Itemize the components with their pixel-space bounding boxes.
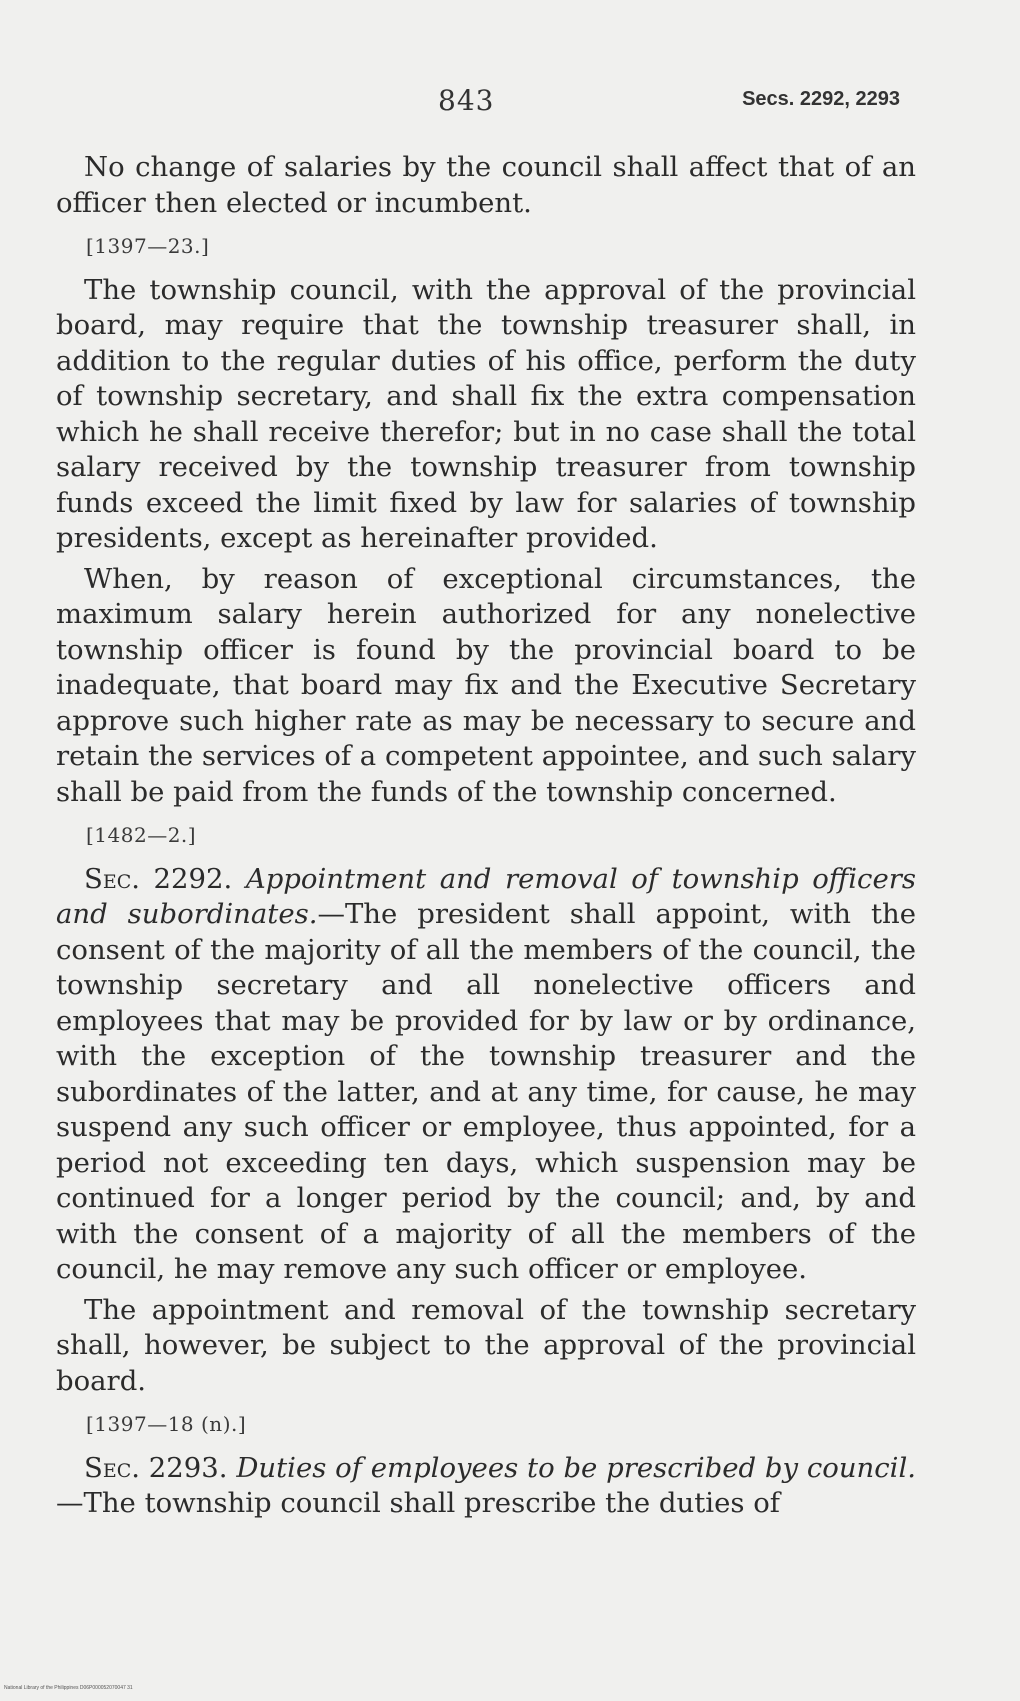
section-body: —The township council shall prescribe the duties of	[56, 1487, 780, 1519]
section-label: Sec. 2292.	[84, 862, 233, 895]
page-number: 843	[438, 84, 495, 117]
section-label: Sec. 2293.	[84, 1451, 228, 1484]
section-heading: Appointment and removal of township officers and subordinates.	[56, 862, 916, 930]
citation: [1397—18 (n).]	[86, 1412, 247, 1436]
page-header	[0, 82, 1020, 122]
paragraph-secretary-approval: The appointment and removal of the township secretary shall, however, be subject to the approval of the provincial board.	[56, 1293, 916, 1397]
section-heading: Duties of employees to be prescribed by council.	[236, 1451, 916, 1484]
section-reference: Secs. 2292, 2293	[742, 88, 900, 110]
citation: [1397—23.]	[86, 234, 210, 258]
citation: [1482—2.]	[86, 823, 197, 847]
body-text	[56, 150, 916, 1527]
paragraph-exceptional-circumstances: When, by reason of exceptional circumstances, the maximum salary herein authorized for any nonelective township officer is found by the provincial board to be inadequate, that board may fix and the Executive Secretary approve such higher rate as may be necessary to secure and retain the services of a competent appointee, and such salary shall be paid from the funds of the township concerned.	[56, 562, 916, 808]
paragraph-salary-change: No change of salaries by the council shall affect that of an officer then elected or incumbent.	[56, 151, 916, 219]
paragraph-treasurer-secretary: The township council, with the approval of the provincial board, may require that the township treasurer shall, in addition to the regular duties of his office, perform the duty of township secretary, and shall fix the extra compensation which he shall receive therefor; but in no case shall the total salary received by the township treasurer from township funds exceed the limit fixed by law for salaries of township presidents, except as hereinafter provided.	[56, 273, 916, 554]
scan-footer: National Library of the Philippines D06P000052070047 31	[4, 1685, 133, 1691]
section-2293	[56, 1451, 916, 1522]
section-2292	[56, 862, 916, 1288]
section-body: —The president shall appoint, with the consent of the majority of all the members of the council, the township secretary and all nonelective officers and employees that may be provided for by law or by ordinance, with the exception of the township treasurer and the subordinates of the latter, and at any time, for cause, he may suspend any such officer or employee, thus appointed, for a period not exceeding ten days, which suspension may be continued for a longer period by the council; and, by and with the consent of a majority of all the members of the council, he may remove any such officer or employee.	[56, 898, 916, 1285]
